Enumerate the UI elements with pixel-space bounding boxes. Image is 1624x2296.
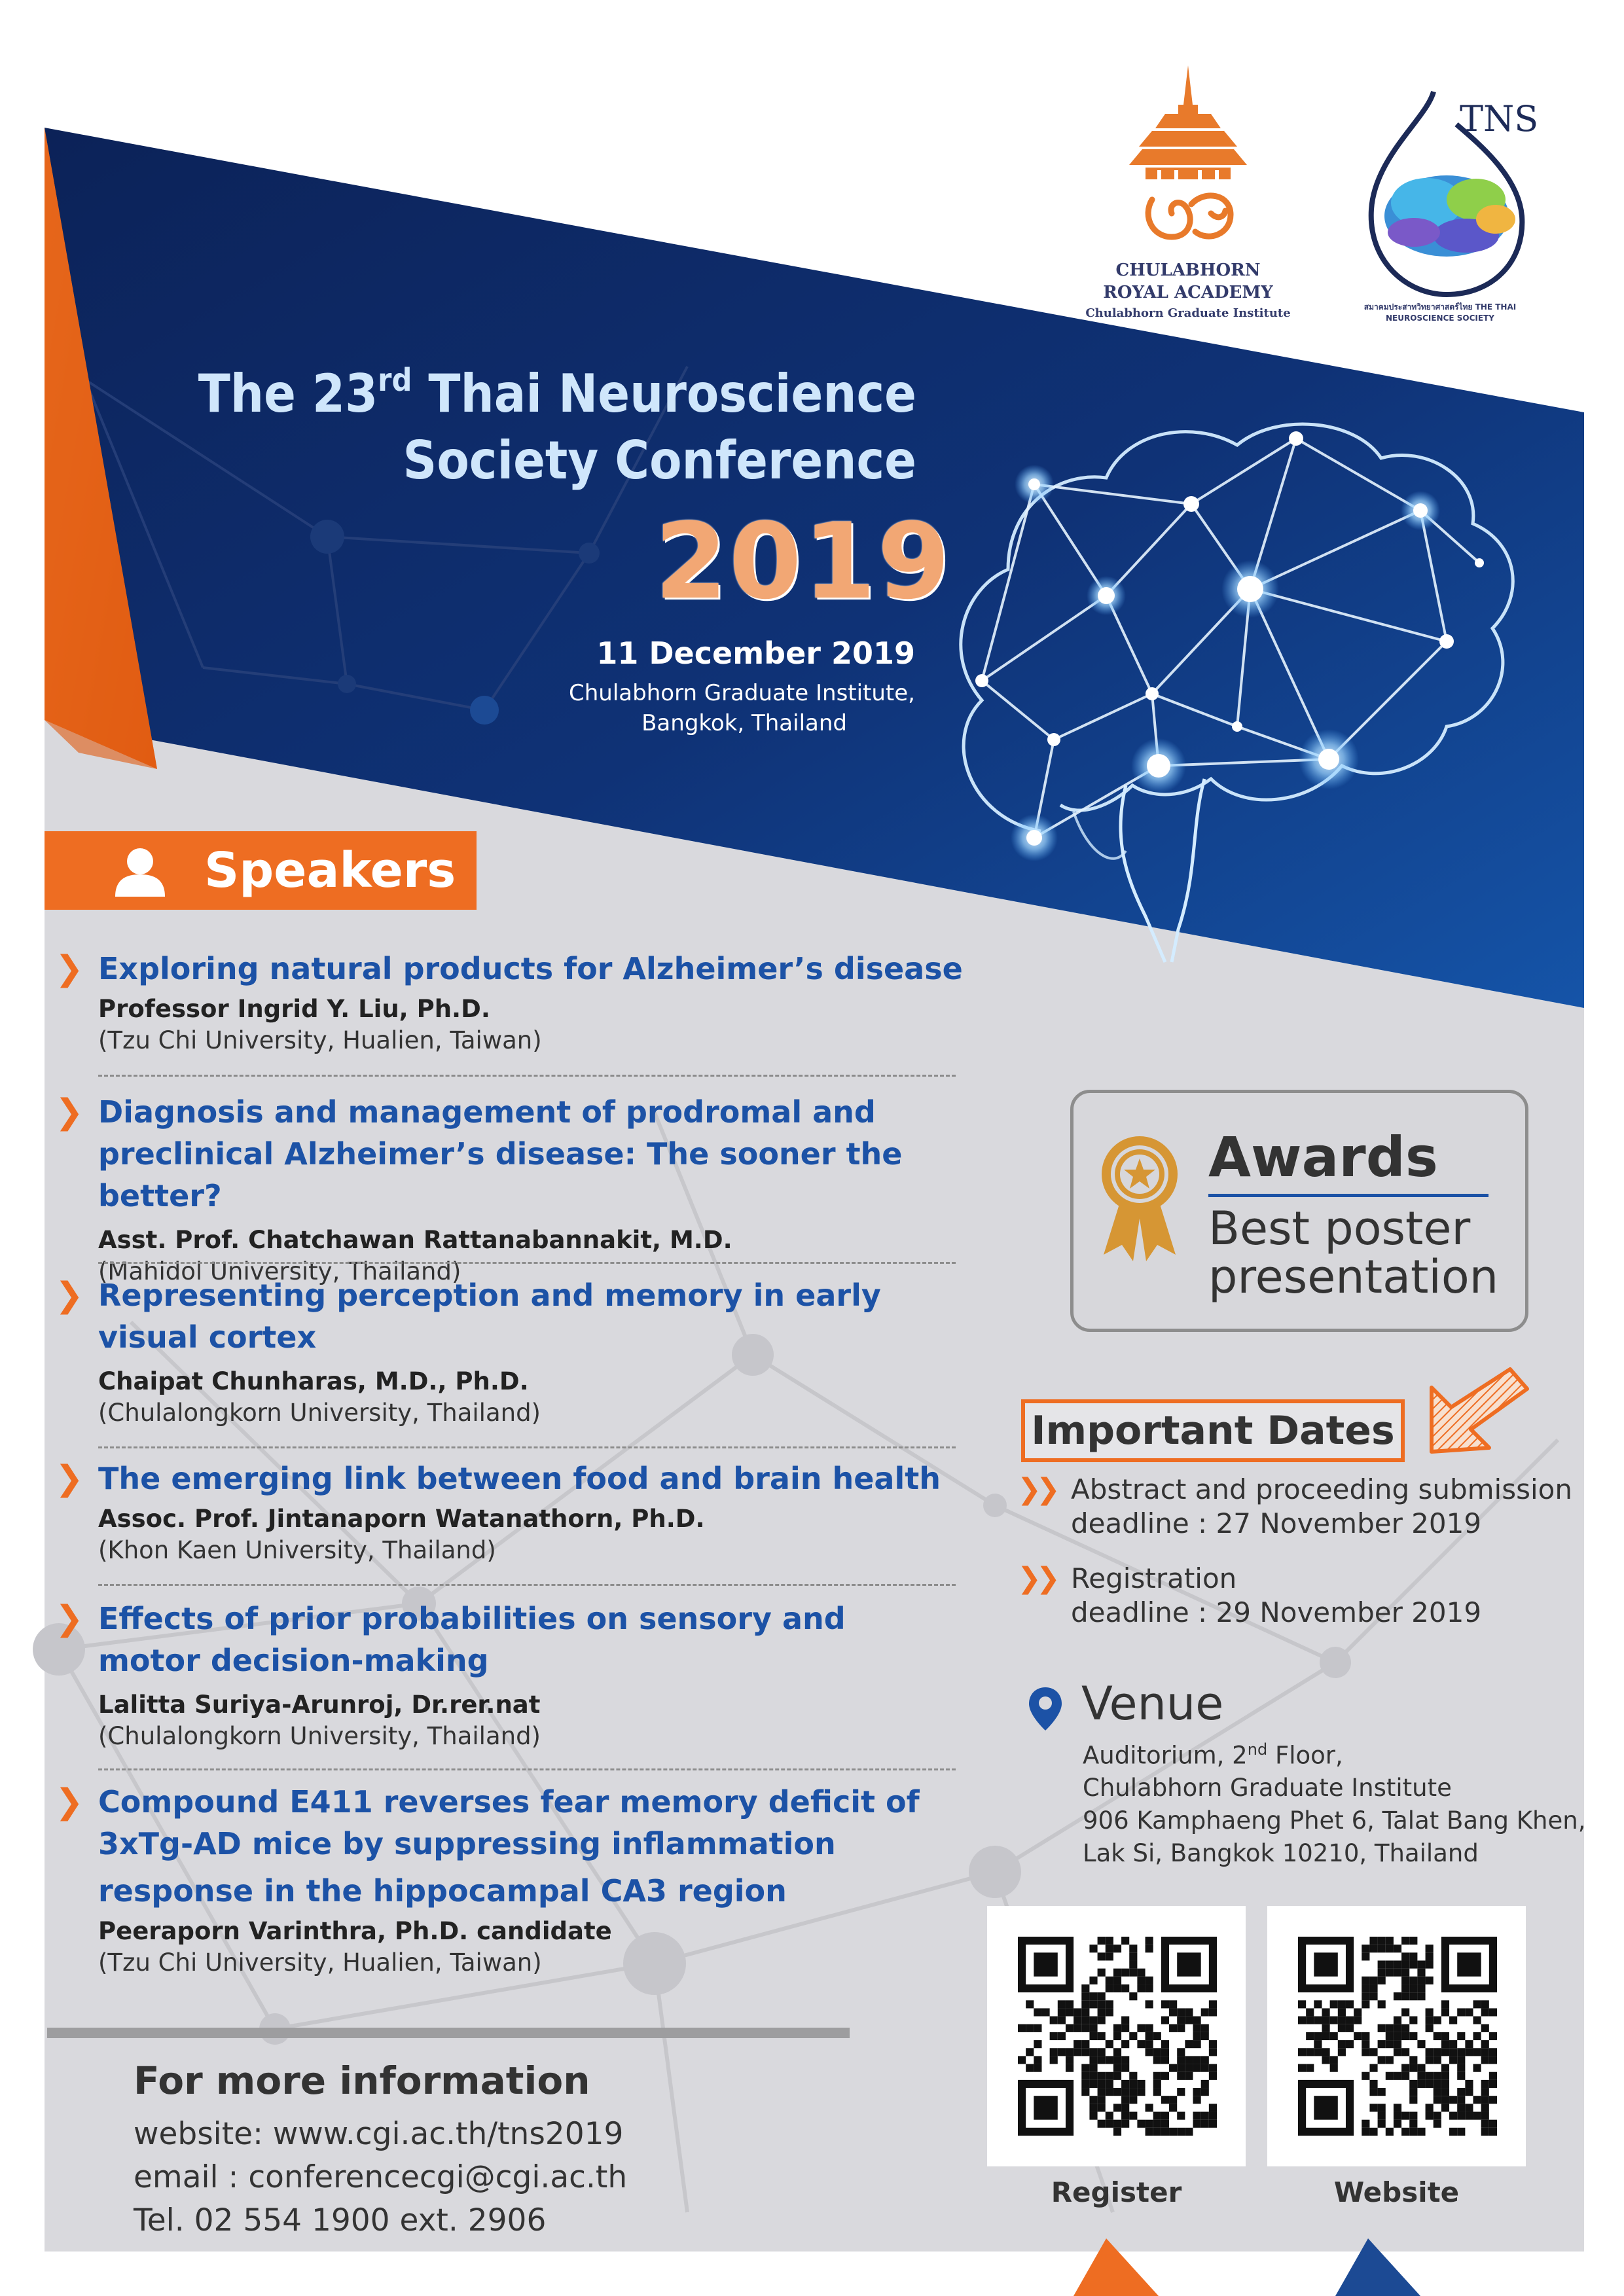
conference-year: 2019 xyxy=(655,500,952,622)
venue-title: Venue xyxy=(1081,1677,1224,1731)
talk-title: Exploring natural products for Alzheimer’s disease xyxy=(98,951,963,986)
date-item-line2: deadline : 29 November 2019 xyxy=(1071,1596,1482,1628)
conference-title xyxy=(196,362,916,491)
title-ordinal: rd xyxy=(378,362,412,399)
tns-logo xyxy=(1335,79,1545,323)
speaker-affiliation: (Chulalongkorn University, Thailand) xyxy=(98,1722,541,1750)
chevron-right-icon: ❯ xyxy=(55,1782,84,1821)
speaker-name: Asst. Prof. Chatchawan Rattanabannakit, M.D. xyxy=(98,1226,732,1254)
speaker-item xyxy=(55,1458,1001,1566)
venue-address-line3: 906 Kamphaeng Phet 6, Talat Bang Khen, xyxy=(1083,1806,1586,1835)
website-qr-code[interactable] xyxy=(1298,1937,1497,2136)
website-label[interactable]: Website xyxy=(1333,2176,1460,2208)
awards-subtitle-line2: presentation xyxy=(1208,1250,1499,1304)
chevron-right-icon: ❯ xyxy=(55,1276,84,1315)
speakers-heading-tab xyxy=(45,831,477,910)
register-qr-code[interactable] xyxy=(1018,1937,1217,2136)
more-info xyxy=(134,2058,854,2242)
date-item xyxy=(1017,1473,1581,1541)
info-telephone: Tel. 02 554 1900 ext. 2906 xyxy=(134,2202,547,2238)
speaker-item xyxy=(55,1598,1001,1752)
title-line-2: Society Conference xyxy=(403,430,916,491)
section-separator xyxy=(47,2028,850,2038)
speaker-affiliation: (Tzu Chi University, Hualien, Taiwan) xyxy=(98,1948,542,1977)
divider xyxy=(98,1446,956,1448)
cra-emblem-icon xyxy=(1080,65,1296,255)
date-item-line1: Abstract and proceeding submission xyxy=(1071,1473,1572,1505)
speaker-affiliation: (Mahidol University, Thailand) xyxy=(98,1257,461,1285)
divider xyxy=(98,1262,956,1264)
award-ribbon-icon xyxy=(1097,1134,1182,1265)
conference-date-place xyxy=(458,638,915,739)
speaker-item xyxy=(55,1274,1001,1429)
talk-title-line: response in the hippocampal CA3 region xyxy=(98,1873,787,1909)
talk-title-line: motor decision-making xyxy=(98,1643,489,1678)
chevron-right-icon: ❯ xyxy=(55,1599,84,1638)
person-icon xyxy=(114,847,166,897)
cra-logo-line2: ROYAL ACADEMY xyxy=(1103,283,1273,302)
website-qr-card[interactable] xyxy=(1267,1906,1526,2166)
speaker-affiliation: (Chulalongkorn University, Thailand) xyxy=(98,1399,541,1427)
talk-title-line: Diagnosis and management of prodromal and xyxy=(98,1094,876,1130)
awards-subtitle-line1: Best poster xyxy=(1208,1202,1471,1255)
speaker-name: Assoc. Prof. Jintanaporn Watanathorn, Ph.D. xyxy=(98,1505,705,1533)
register-qr-card[interactable] xyxy=(987,1906,1246,2166)
talk-title-line: Compound E411 reverses fear memory deficit of xyxy=(98,1784,920,1820)
date-item-line2: deadline : 27 November 2019 xyxy=(1071,1507,1482,1539)
more-info-title: For more information xyxy=(134,2058,590,2103)
speakers-heading: Speakers xyxy=(204,842,456,899)
talk-title-line: Effects of prior probabilities on sensory and xyxy=(98,1601,846,1636)
speaker-name: Chaipat Chunharas, M.D., Ph.D. xyxy=(98,1367,529,1395)
divider xyxy=(98,1075,956,1077)
cra-logo-line3: Chulabhorn Graduate Institute xyxy=(1085,306,1291,320)
speaker-affiliation: (Tzu Chi University, Hualien, Taiwan) xyxy=(98,1026,542,1054)
venue-address xyxy=(1083,1733,1585,1870)
title-line-1: The 23rd Thai Neuroscience xyxy=(198,362,916,424)
divider xyxy=(98,1584,956,1586)
talk-title-line: preclinical Alzheimer’s disease: The sooner the better? xyxy=(98,1136,903,1213)
talk-title: The emerging link between food and brain health xyxy=(98,1461,941,1496)
talk-title-line: 3xTg-AD mice by suppressing inflammation xyxy=(98,1826,836,1861)
date-item xyxy=(1017,1562,1581,1630)
talk-title-line: Representing perception and memory in early xyxy=(98,1278,881,1313)
location-pin-icon xyxy=(1028,1686,1063,1732)
chevron-right-icon: ❯ xyxy=(55,949,84,988)
speaker-item xyxy=(55,948,1001,1056)
speaker-name: Peeraporn Varinthra, Ph.D. candidate xyxy=(98,1917,612,1945)
conference-date: 11 December 2019 xyxy=(596,636,915,671)
conference-place-line2: Bangkok, Thailand xyxy=(641,709,847,736)
double-chevron-icon: ❯❯ xyxy=(1017,1562,1055,1595)
divider xyxy=(98,1768,956,1770)
awards-title: Awards xyxy=(1208,1125,1438,1189)
venue-address-line2: Chulabhorn Graduate Institute xyxy=(1083,1774,1452,1803)
tns-letters: TNS xyxy=(1460,98,1539,139)
venue-address-line4: Lak Si, Bangkok 10210, Thailand xyxy=(1083,1839,1479,1868)
speaker-name: Lalitta Suriya-Arunroj, Dr.rer.nat xyxy=(98,1691,541,1719)
register-label[interactable]: Register xyxy=(1051,2176,1182,2208)
info-email[interactable]: email : conferencecgi@cgi.ac.th xyxy=(134,2159,628,2195)
speaker-affiliation: (Khon Kaen University, Thailand) xyxy=(98,1536,496,1564)
chevron-right-icon: ❯ xyxy=(55,1459,84,1498)
speaker-item xyxy=(55,1091,1001,1287)
arrow-down-left-icon xyxy=(1424,1361,1535,1460)
double-chevron-icon: ❯❯ xyxy=(1017,1473,1055,1506)
conference-place-line1: Chulabhorn Graduate Institute, xyxy=(569,680,915,706)
speaker-name: Professor Ingrid Y. Liu, Ph.D. xyxy=(98,995,490,1023)
info-website[interactable]: website: www.cgi.ac.th/tns2019 xyxy=(134,2116,624,2152)
awards-box xyxy=(1070,1090,1528,1332)
speaker-item xyxy=(55,1781,1001,1979)
tns-ring-text: สมาคมประสาทวิทยาศาสตร์ไทย THE THAI NEUROSCIENCE SOCIETY xyxy=(1363,302,1517,323)
awards-underline xyxy=(1208,1194,1489,1197)
talk-title-line: visual cortex xyxy=(98,1319,317,1355)
cra-logo-line1: CHULABHORN xyxy=(1115,260,1261,280)
cra-logo xyxy=(1080,65,1296,321)
important-dates-heading: Important Dates xyxy=(1021,1399,1405,1462)
date-item-line1: Registration xyxy=(1071,1562,1237,1594)
chevron-right-icon: ❯ xyxy=(55,1092,84,1132)
venue-address-line1: Auditorium, 2nd Floor, xyxy=(1083,1740,1343,1770)
